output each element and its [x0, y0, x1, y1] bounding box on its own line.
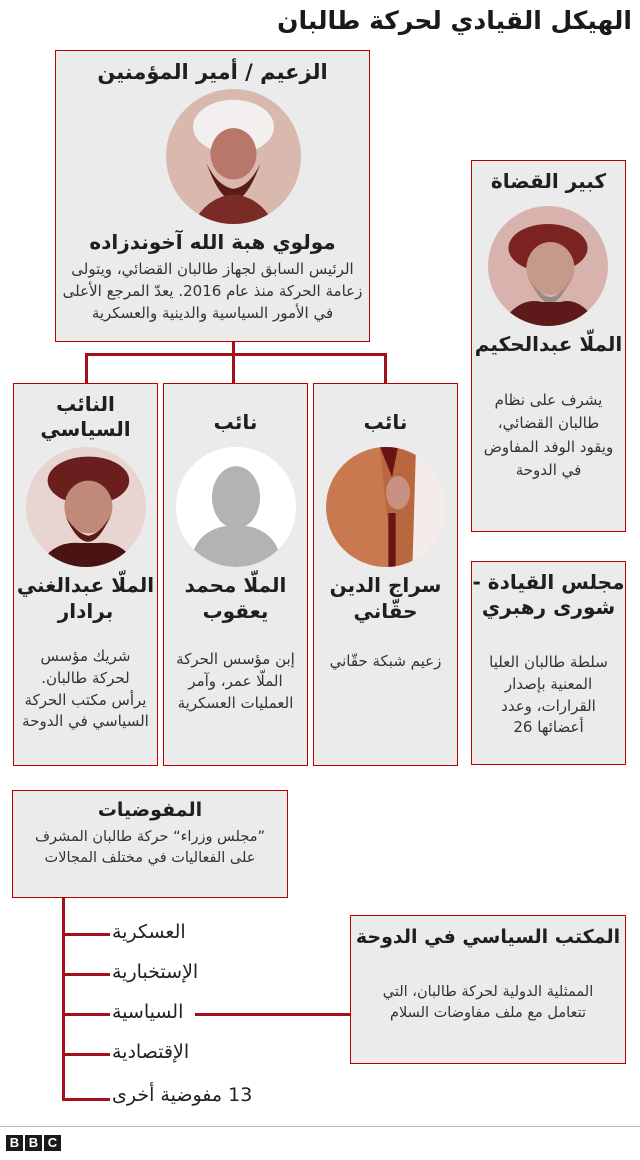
doha-office-box — [350, 915, 626, 1064]
leader-photo — [166, 89, 301, 224]
commissions-description: ”مجلس وزراء“ حركة طالبان المشرف على الفعاليات في مختلف المجالات — [35, 829, 265, 867]
commission-item-others: 13 مفوضية أخرى — [112, 1084, 253, 1106]
deputy-description: زعيم شبكة حقّاني — [329, 652, 442, 670]
leader-box — [55, 50, 370, 342]
connector-leader-down — [232, 342, 235, 386]
chief-justice-description: يشرف على نظام طالبان القضائي، ويقود الوفد المفاوض في الدوحة — [483, 391, 614, 479]
page-title: الهيكل القيادي لحركة طالبان — [277, 6, 632, 35]
commission-item-intelligence: الإستخبارية — [112, 961, 199, 983]
chief-justice-photo — [488, 206, 608, 326]
deputy-box-yaqoob — [163, 383, 308, 766]
branch-economic — [62, 1053, 110, 1056]
deputy-box-haqqani — [313, 383, 458, 766]
deputy-name: الملّا محمد يعقوب — [184, 573, 287, 623]
commissions-box — [12, 790, 288, 898]
connector-right — [384, 353, 387, 386]
deputy-photo-haqqani — [326, 447, 446, 567]
deputy-name: الملّا عبدالغني برادار — [16, 573, 155, 623]
chief-justice-role: كبير القضاة — [490, 169, 607, 193]
leadership-council-box — [471, 561, 626, 765]
connector-left — [85, 353, 88, 386]
commissions-title: المفوضيات — [97, 799, 203, 821]
branch-intelligence — [62, 973, 110, 976]
deputy-photo-baradar — [26, 447, 146, 567]
footer-divider — [0, 1126, 640, 1127]
chief-justice-box — [471, 160, 626, 532]
deputy-description: إبن مؤسس الحركة الملّا عمر، وآمر العمليات العسكرية — [176, 650, 295, 712]
deputy-photo-placeholder — [176, 447, 296, 567]
branch-political — [62, 1013, 110, 1016]
chief-justice-name: الملّا عبدالحكيم — [474, 332, 623, 356]
leader-role: الزعيم / أمير المؤمنين — [97, 60, 328, 84]
commission-item-economic: الإقتصادية — [112, 1041, 190, 1063]
commissions-trunk — [62, 898, 65, 1101]
branch-others — [62, 1098, 110, 1101]
council-description: سلطة طالبان العليا المعنية بإصدار القرارات، وعدد أعضائها 26 — [489, 653, 608, 737]
deputy-role: نائب — [363, 410, 408, 434]
doha-office-description: الممثلية الدولية لحركة طالبان، التي تتعامل مع ملف مفاوضات السلام — [382, 984, 594, 1022]
deputy-description: شريك مؤسس لحركة طالبان. يرأس مكتب الحركة السياسي في الدوحة — [22, 647, 149, 731]
council-title: مجلس القيادة - شورى رهبري — [472, 570, 625, 619]
deputy-role: نائب — [213, 410, 258, 434]
commission-item-political: السياسية — [112, 1001, 184, 1023]
connector-horizontal — [85, 353, 387, 356]
leader-name: مولوي هبة الله آخوندزاده — [89, 230, 336, 254]
leader-description: الرئيس السابق لجهاز طالبان القضائي، ويتولى زعامة الحركة منذ عام 2016. يعدّ المرجع الأعلى في الأمور السياسية والدينية والعسكرية — [62, 260, 363, 322]
deputy-name: سراج الدين حقّاني — [329, 573, 442, 623]
doha-office-title: المكتب السياسي في الدوحة — [355, 926, 621, 948]
bbc-logo: B B C — [6, 1135, 61, 1151]
deputy-role: النائب السياسي — [40, 392, 131, 441]
deputy-box-baradar — [13, 383, 158, 766]
branch-military — [62, 933, 110, 936]
commission-item-military: العسكرية — [112, 921, 186, 943]
